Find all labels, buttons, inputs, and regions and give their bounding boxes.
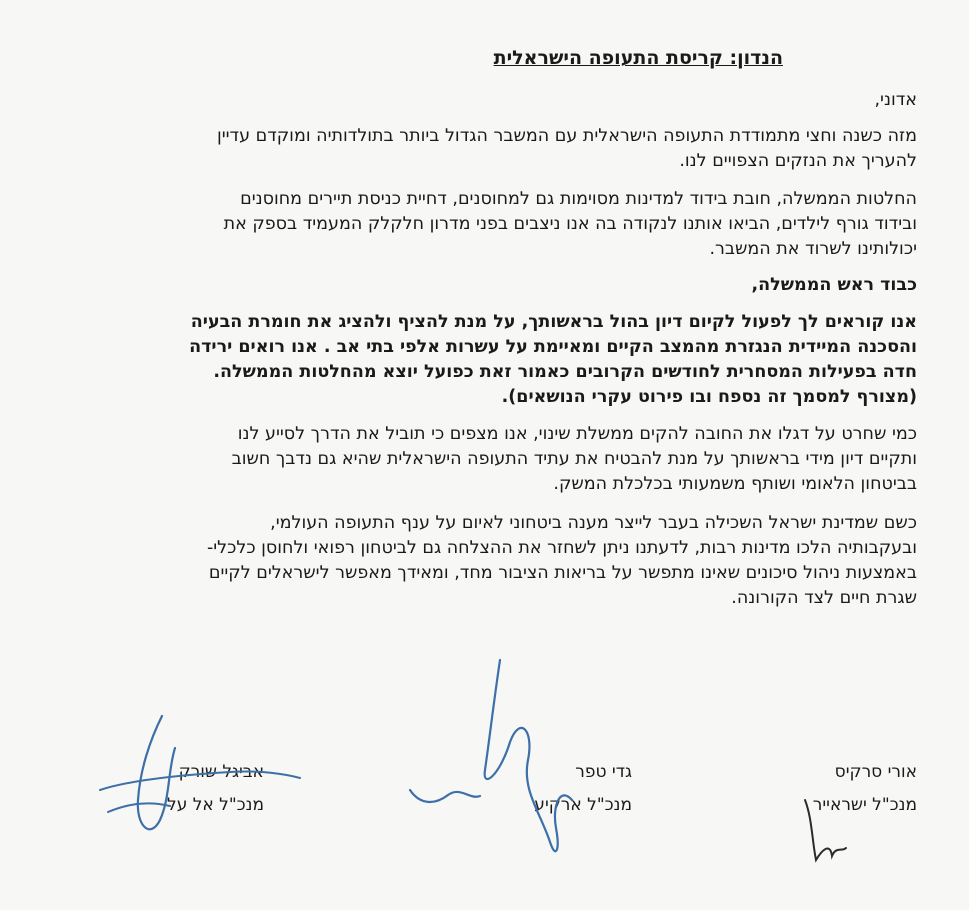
- paragraph-1: [37, 124, 917, 174]
- text-line: החלטות הממשלה, חובת בידוד למדינות מסוימות גם למחוסנים, דחיית כניסת תיירים מחוסנים: [240, 189, 917, 209]
- text-line: יכולותינו לשרוד את המשבר.: [709, 239, 917, 259]
- paragraph-3: [37, 310, 917, 410]
- text-line: אנו קוראים לך לפעול לקיום דיון בהול בראשותך, על מנת להציף ולהציג את חומרת הבעיה: [190, 312, 917, 332]
- signatory-name: גדי טפר: [575, 762, 632, 782]
- text-line: ובידוד גורף לילדים, הביאו אותנו לנקודה בה אנו ניצבים בפני מדרון חלקלק המעמיד בספק את: [223, 214, 917, 234]
- letter-body: [37, 88, 917, 611]
- letter-subject: הנדון: קריסת התעופה הישראלית: [493, 47, 783, 69]
- text-line: מזה כשנה וחצי מתמודדת התעופה הישראלית עם המשבר הגדול ביותר בתולדותיה ומוקדם עדיין: [216, 126, 917, 146]
- text-line: להעריך את הנזקים הצפויים לנו.: [679, 151, 917, 171]
- paragraph-5: [37, 511, 917, 611]
- signatory-name: אביגל שורק: [178, 762, 264, 782]
- signatory-role: מנכ"ל ארקיע: [534, 795, 632, 815]
- text-line: שגרת חיים לצד הקורונה.: [731, 588, 917, 608]
- signatory-1: [813, 762, 917, 815]
- signatory-role: מנכ"ל ישראייר: [812, 795, 917, 815]
- text-line: והסכנה המיידית הנגזרת מהמצב הקיים ומאיימת על עשרות אלפי בתי אב . אנו רואים ירידה: [189, 337, 917, 357]
- signatory-2: [534, 762, 632, 815]
- signatory-3: [167, 762, 264, 815]
- text-line: ובעקבותיה הלכו מדינות רבות, לדעתנו ניתן לשחזר את ההצלחה גם לביטחון רפואי ולחוסן כלכלי-: [206, 538, 917, 558]
- paragraph-2: [37, 187, 917, 262]
- text-line: (מצורף למסמך זה נספח ובו פירוט עקרי הנושאים).: [501, 387, 917, 407]
- text-line: באמצעות ניהול סיכונים שאינו מתפשר על בריאות הציבור מחד, ומאידך מאפשר לישראלים לקיים: [208, 563, 917, 583]
- text-line: חדה בפעילות המסחרית לחודשים הקרובים כאמור זאת כפועל יוצא מהחלטות הממשלה.: [213, 362, 917, 382]
- text-line: כשם שמדינת ישראל השכילה בעבר לייצר מענה ביטחוני לאיום על ענף התעופה העולמי,: [270, 513, 917, 533]
- pm-salutation: כבוד ראש הממשלה,: [751, 275, 917, 295]
- signatory-role: מנכ"ל אל על: [167, 795, 264, 815]
- greeting: אדוני,: [874, 90, 917, 110]
- text-line: ותקיים דיון מידי בראשותך על מנת להבטיח את עתיד התעופה הישראלית שהיא גם נדבך חשוב: [231, 449, 917, 469]
- text-line: בביטחון הלאומי ושותף משמעותי בכלכלת המשק.: [553, 474, 917, 494]
- text-line: כמי שחרט על דגלו את החובה להקים ממשלת שינוי, אנו מצפים כי תוביל את הדרך לסייע לנו: [237, 424, 917, 444]
- paragraph-4: [37, 422, 917, 497]
- signatory-name: אורי סרקיס: [834, 762, 917, 782]
